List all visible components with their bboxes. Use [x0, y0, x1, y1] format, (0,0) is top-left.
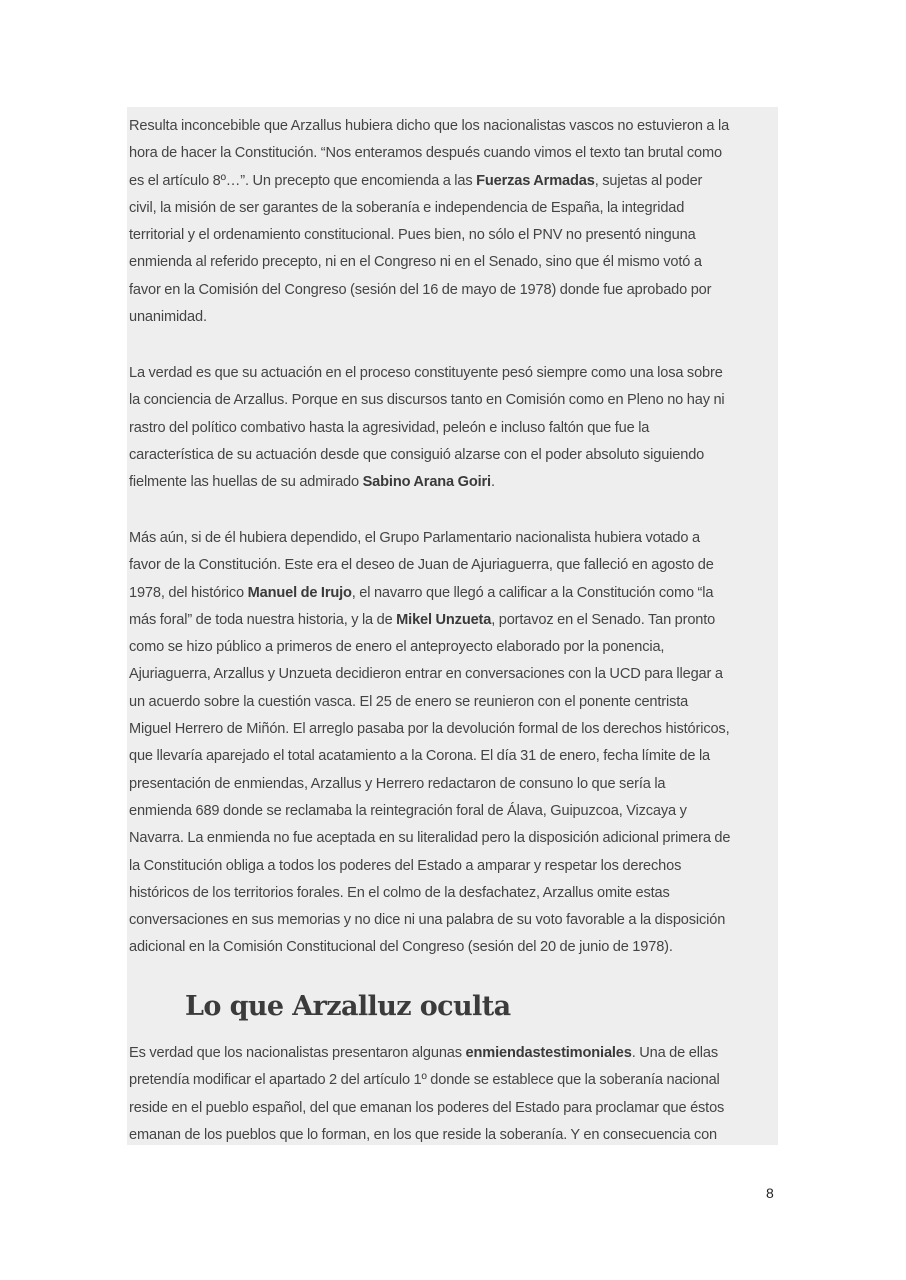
text-line	[129, 360, 779, 387]
text-line	[129, 853, 779, 880]
paragraph-enmiendas-testimoniales	[129, 1040, 779, 1149]
text-line	[129, 525, 779, 552]
text-line	[129, 934, 779, 961]
bold-name: Manuel de Irujo	[247, 584, 352, 601]
bold-name: Mikel Unzueta	[396, 611, 492, 628]
page-number: 8	[766, 1185, 774, 1201]
text-line	[129, 1067, 779, 1094]
text-line	[129, 415, 779, 442]
text-run: adicional en la Comisión Constitucional del Congreso (sesión del 20 de junio de 1978).	[129, 939, 673, 956]
bold-name: Fuerzas Armadas	[476, 172, 595, 189]
text-run: más foral” de toda nuestra historia, y la de	[129, 611, 397, 628]
text-line	[129, 743, 779, 770]
highlighted-text-block	[127, 107, 778, 1145]
paragraph-proceso-constituyente	[129, 360, 779, 496]
text-line	[129, 168, 779, 195]
paragraph-grupo-parlamentario	[129, 525, 779, 962]
text-run: es el artículo 8º…”. Un precepto que encomienda a las	[129, 172, 477, 189]
text-run: , sujetas al poder	[594, 172, 703, 189]
text-run: , el navarro que llegó a calificar a la Constitución como “la	[351, 584, 714, 601]
text-run: emanan de los pueblos que lo forman, en los que reside la soberanía. Y en consecuencia con	[129, 1126, 718, 1143]
text-run: hora de hacer la Constitución. “Nos enteramos después cuando vimos el texto tan brutal como	[129, 145, 722, 162]
text-run: característica de su actuación desde que consiguió alzarse con el poder absoluto siguiendo	[129, 446, 705, 463]
text-run: fielmente las huellas de su admirado	[129, 474, 363, 491]
text-run: enmienda 689 donde se reclamaba la reintegración foral de Álava, Guipuzcoa, Vizcaya y	[129, 802, 687, 819]
text-run: como se hizo público a primeros de enero el anteproyecto elaborado por la ponencia,	[129, 639, 665, 656]
text-run: históricos de los territorios forales. En el colmo de la desfachatez, Arzallus omite estas	[129, 884, 670, 901]
text-line	[129, 580, 779, 607]
text-line	[129, 1040, 779, 1067]
text-run: , portavoz en el Senado. Tan pronto	[491, 611, 716, 628]
text-run: .	[490, 474, 495, 491]
text-run: presentación de enmiendas, Arzallus y Herrero redactaron de consuno lo que sería la	[129, 775, 666, 792]
text-line	[129, 661, 779, 688]
text-run: rastro del político combativo hasta la agresividad, peleón e incluso faltón que fue la	[129, 419, 650, 436]
text-run: Navarra. La enmienda no fue aceptada en su literalidad pero la disposición adicional primera de	[129, 830, 731, 847]
text-run: que llevaría aparejado el total acatamiento a la Corona. El día 31 de enero, fecha límite de la	[129, 748, 710, 765]
text-run: pretendía modificar el apartado 2 del artículo 1º donde se establece que la soberanía nacional	[129, 1072, 720, 1089]
text-run: enmienda al referido precepto, ni en el Congreso ni en el Senado, sino que él mismo votó a	[129, 254, 702, 271]
paragraph-fuerzas-armadas	[129, 113, 779, 331]
text-run: la Constitución obliga a todos los poderes del Estado a amparar y respetar los derechos	[129, 857, 682, 874]
text-line	[129, 798, 779, 825]
section-heading: Lo que Arzalluz oculta	[185, 991, 511, 1022]
text-line	[129, 249, 779, 276]
text-run: Miguel Herrero de Miñón. El arreglo pasaba por la devolución formal de los derechos históricos,	[129, 721, 730, 738]
text-run: Resulta inconcebible que Arzallus hubiera dicho que los nacionalistas vascos no estuvieron a la	[129, 118, 730, 134]
text-line	[129, 907, 779, 934]
text-run: 1978, del histórico	[129, 584, 248, 601]
text-run: Ajuriaguerra, Arzallus y Unzueta decidieron entrar en conversaciones con la UCD para llegar a	[129, 666, 723, 683]
text-run: civil, la misión de ser garantes de la soberanía e independencia de España, la integridad	[129, 199, 685, 216]
text-line	[129, 387, 779, 414]
bold-name: enmiendastestimoniales	[465, 1045, 632, 1061]
bold-name: Sabino Arana Goiri	[362, 474, 491, 491]
text-line	[129, 113, 779, 140]
text-line	[129, 689, 779, 716]
text-run: Es verdad que los nacionalistas presentaron algunas	[129, 1045, 466, 1061]
text-line	[129, 469, 779, 496]
text-line	[129, 1122, 779, 1149]
text-line	[129, 880, 779, 907]
text-run: La verdad es que su actuación en el proceso constituyente pesó siempre como una losa sobre	[129, 365, 723, 381]
text-line	[129, 607, 779, 634]
text-run: territorial y el ordenamiento constitucional. Pues bien, no sólo el PNV no presentó ninguna	[129, 227, 696, 244]
text-run: unanimidad.	[129, 309, 207, 326]
text-line	[129, 222, 779, 249]
text-line	[129, 277, 779, 304]
text-run: Más aún, si de él hubiera dependido, el Grupo Parlamentario nacionalista hubiera votado a	[129, 530, 700, 546]
text-line	[129, 442, 779, 469]
text-line	[129, 716, 779, 743]
text-run: favor en la Comisión del Congreso (sesión del 16 de mayo de 1978) donde fue aprobado por	[129, 281, 712, 298]
text-line	[129, 634, 779, 661]
text-line	[129, 304, 779, 331]
text-line	[129, 195, 779, 222]
text-line	[129, 825, 779, 852]
text-line	[129, 140, 779, 167]
text-run: conversaciones en sus memorias y no dice ni una palabra de su voto favorable a la disposición	[129, 912, 726, 929]
text-line	[129, 1095, 779, 1122]
text-line	[129, 771, 779, 798]
text-line	[129, 552, 779, 579]
text-run: reside en el pueblo español, del que emanan los poderes del Estado para proclamar que éstos	[129, 1099, 725, 1116]
text-run: un acuerdo sobre la cuestión vasca. El 25 de enero se reunieron con el ponente centrista	[129, 693, 689, 710]
text-run: la conciencia de Arzallus. Porque en sus discursos tanto en Comisión como en Pleno no hay ni	[129, 392, 725, 409]
text-run: favor de la Constitución. Este era el deseo de Juan de Ajuriaguerra, que falleció en agosto de	[129, 557, 714, 574]
text-run: . Una de ellas	[631, 1045, 718, 1061]
